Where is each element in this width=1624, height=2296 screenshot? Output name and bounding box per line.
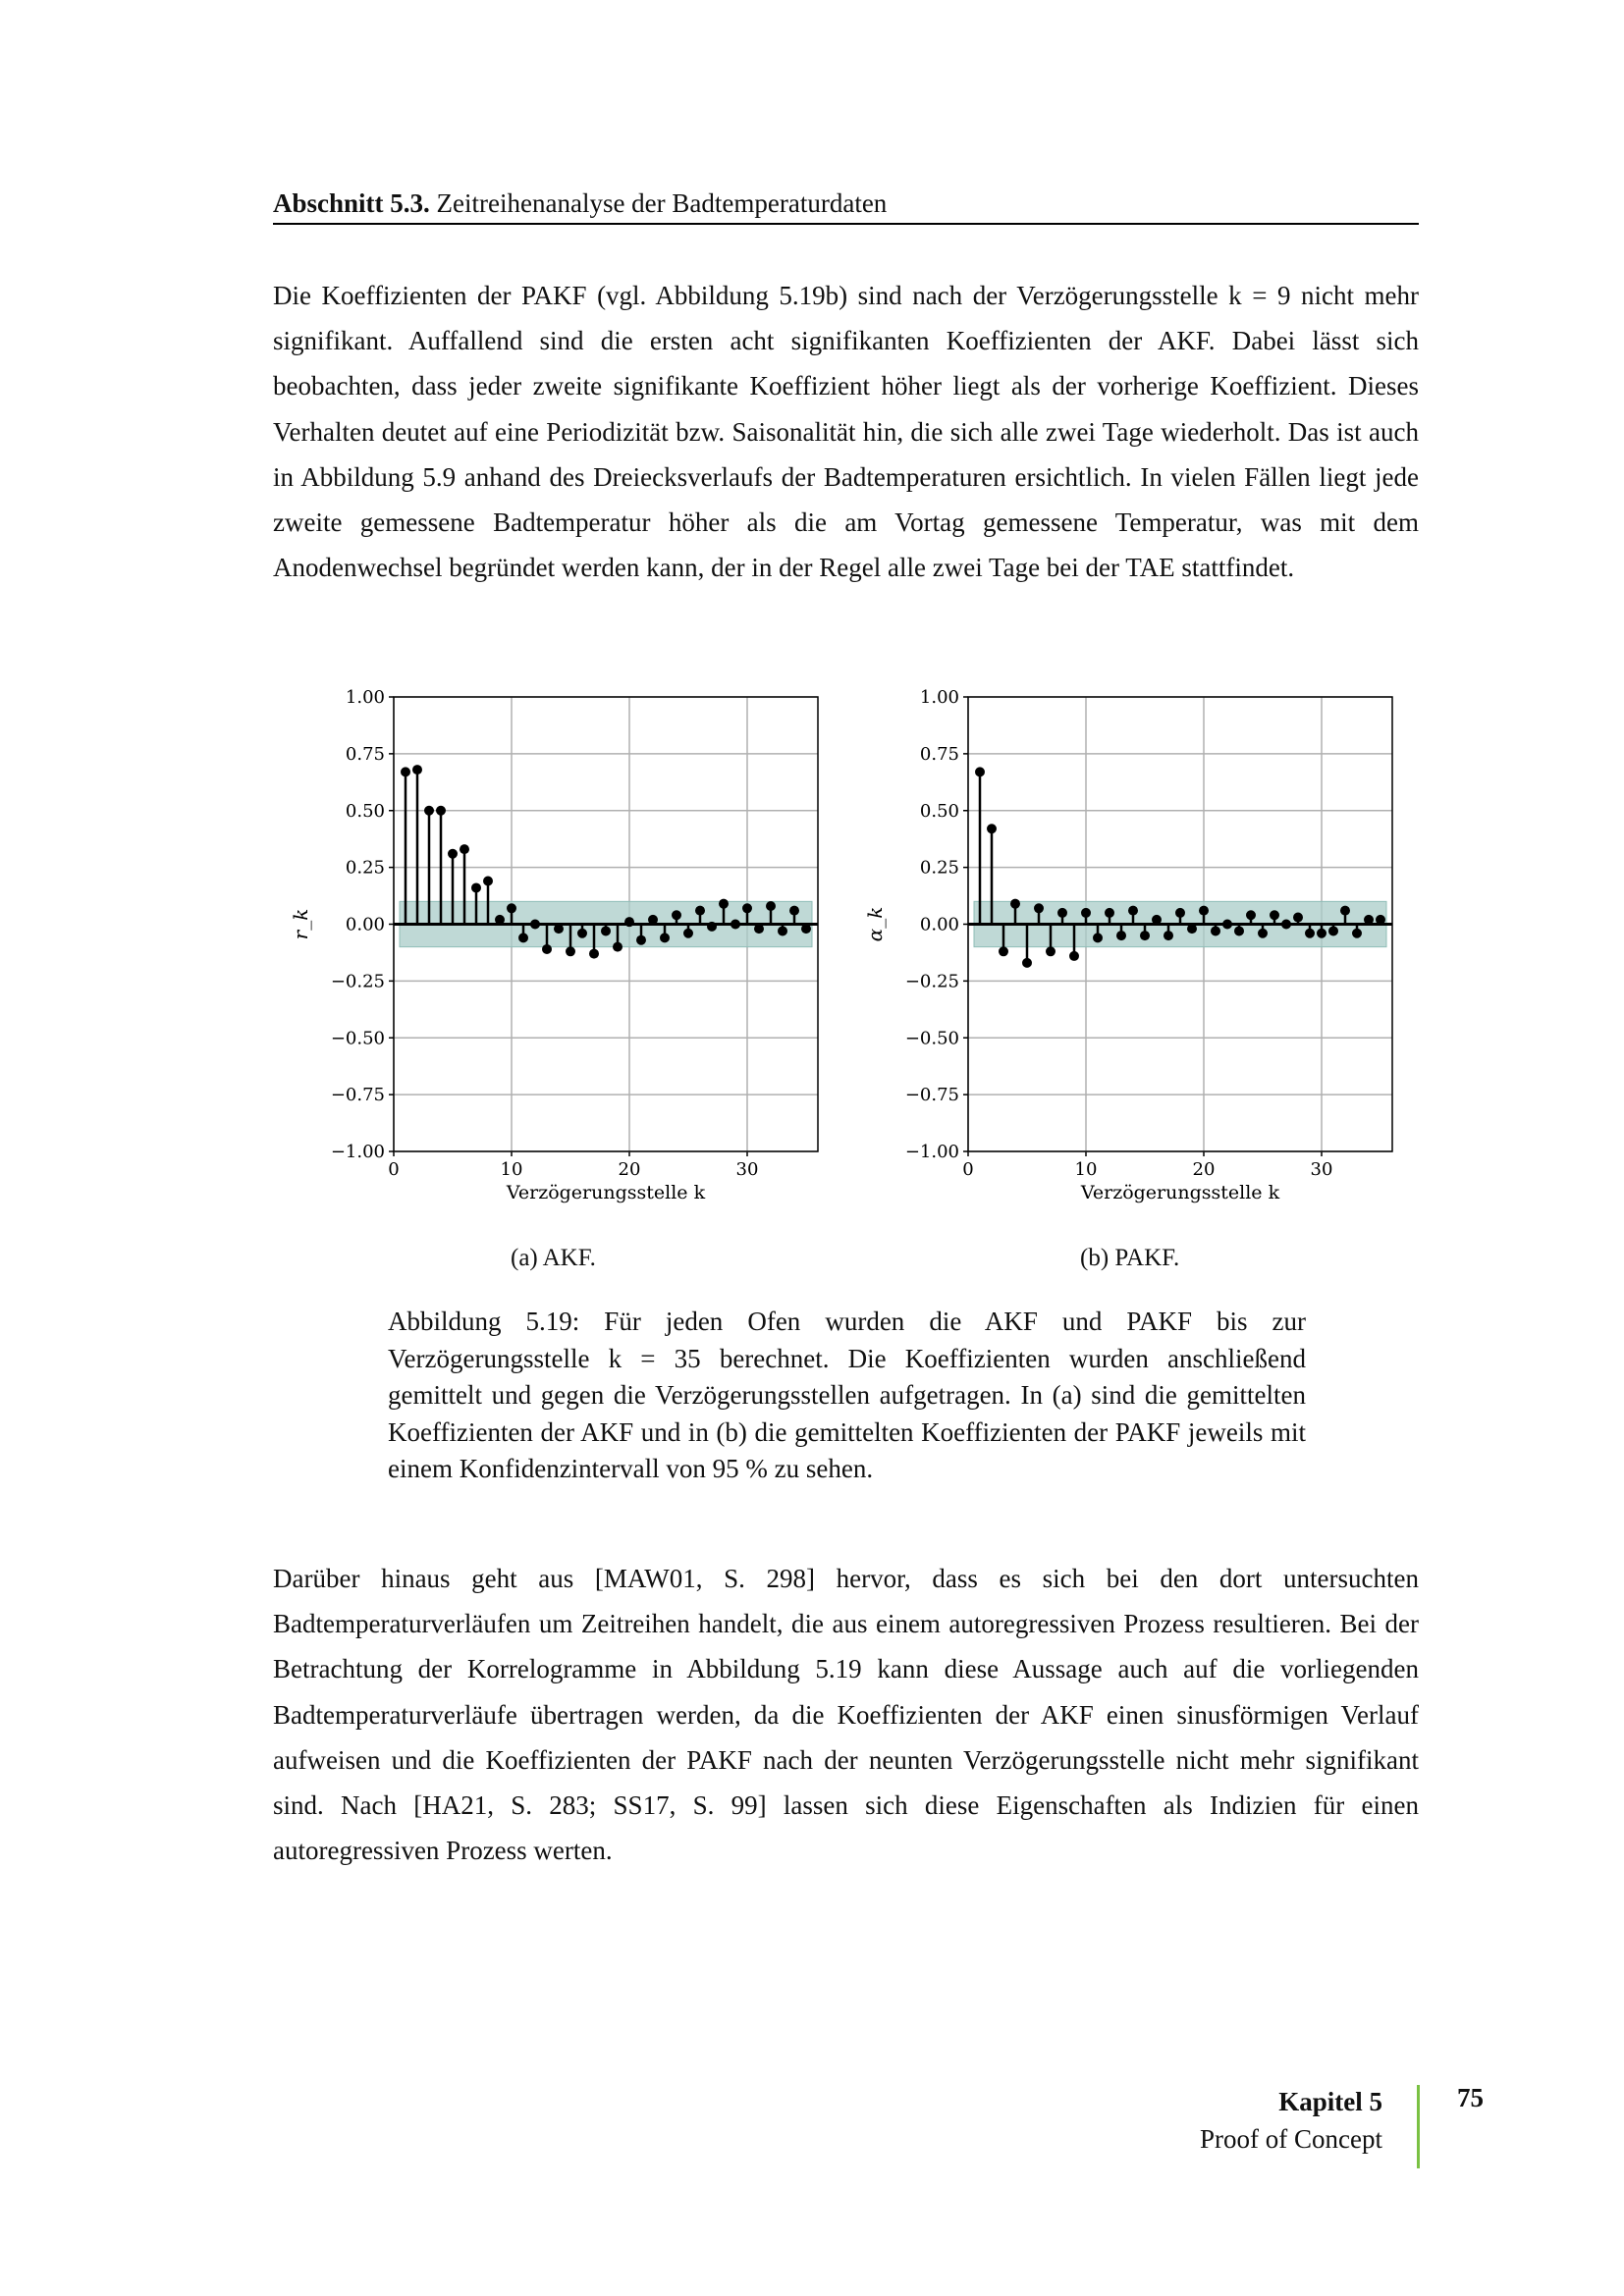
x-tick-label: 0 (388, 1159, 400, 1180)
stem-marker (754, 924, 764, 934)
pakf-chart (859, 677, 1409, 1227)
stem-marker (471, 882, 481, 892)
y-tick-label: 0.25 (919, 857, 959, 879)
y-tick-label: 1.00 (919, 687, 959, 708)
y-tick-label: 0.25 (345, 857, 385, 879)
stem-marker (731, 920, 740, 930)
x-tick-label: 10 (500, 1159, 523, 1180)
stem-marker (448, 849, 458, 859)
stem-marker (999, 946, 1008, 956)
stem-marker (742, 903, 752, 913)
stem-marker (1211, 926, 1220, 935)
stem-marker (589, 949, 599, 959)
stem-marker (1187, 924, 1197, 934)
page-number: 75 (1457, 2083, 1484, 2112)
x-axis-label: Verzögerungsstelle k (506, 1182, 706, 1203)
stem-marker (507, 903, 516, 913)
stem-marker (1281, 920, 1291, 930)
stem-marker (1010, 899, 1020, 909)
stem-marker (1364, 915, 1374, 925)
x-tick-label: 30 (735, 1159, 759, 1180)
stem-marker (566, 946, 575, 956)
stem-marker (1057, 908, 1067, 918)
x-axis-label: Verzögerungsstelle k (1080, 1182, 1280, 1203)
stem-marker (707, 922, 717, 932)
stem-marker (1081, 908, 1091, 918)
stem-marker (495, 915, 505, 925)
paragraph-1: Die Koeffizienten der PAKF (vgl. Abbildung 5.19b) sind nach der Verzögerungsstelle k = 9 nicht mehr signifikant. Auffallend sind die ersten acht signifikanten Koeffizienten der AKF. Dabei lässt sich beobachten, dass jeder zweite signifikante Koeffizient höher liegt als der vorherige Koeffizient. Dieses Verhalten deutet auf eine Periodizität bzw. Saisonalität hin, die sich alle zwei Tage wiederholt. Das ist auch in Abbildung 5.9 anhand des Dreiecksverlaufs der Badtemperaturen ersichtlich. In vielen Fällen liegt jede zweite gemessene Badtemperatur höher als die am Vortag gemessene Temperatur, was mit dem Anodenwechsel begründet werden kann, der in der Regel alle zwei Tage bei der TAE stattfindet. (273, 281, 1419, 583)
y-tick-label: 0.75 (345, 743, 385, 765)
stem-marker (1352, 929, 1362, 938)
stem-marker (1128, 906, 1138, 916)
stem-marker (577, 929, 587, 938)
running-header (273, 188, 1419, 225)
stem-marker (1140, 931, 1150, 940)
y-tick-label: 1.00 (345, 687, 385, 708)
stem-marker (1293, 913, 1303, 923)
stem-marker (636, 935, 646, 945)
stem-marker (542, 944, 552, 954)
x-tick-label: 20 (618, 1159, 641, 1180)
stem-marker (1046, 946, 1056, 956)
figure-caption: Abbildung 5.19: Für jeden Ofen wurden die AKF und PAKF bis zur Verzögerungsstelle k = 35 berechnet. Die Koeffizienten wurden anschließend gemittelt und gegen die Verzögerungsstellen aufgetragen. In (a) sind die gemittelten Koeffizienten der AKF und in (b) die gemittelten Koeffizienten der PAKF jeweils mit einem Konfidenzintervall von 95 % zu sehen. (388, 1307, 1306, 1483)
y-axis-label: α_k (863, 906, 887, 942)
stem-marker (1105, 908, 1114, 918)
footer-chapter (1200, 2083, 1382, 2158)
x-tick-label: 0 (962, 1159, 974, 1180)
y-tick-label: 0.75 (919, 743, 959, 765)
stem-marker (401, 767, 410, 776)
y-tick-label: −0.50 (330, 1028, 385, 1049)
y-tick-label: −0.25 (330, 971, 385, 992)
stem-marker (1164, 931, 1173, 940)
stem-marker (483, 877, 493, 886)
stem-marker (648, 915, 658, 925)
y-tick-label: 0.50 (919, 800, 959, 822)
chapter-title: Proof of Concept (1200, 2124, 1382, 2154)
akf-chart (285, 677, 835, 1227)
stem-marker (1317, 929, 1326, 938)
stem-marker (695, 906, 705, 916)
stem-marker (424, 806, 434, 816)
y-tick-label: −1.00 (904, 1142, 959, 1162)
stem-marker (1022, 958, 1032, 968)
stem-marker (1034, 903, 1044, 913)
stem-marker (554, 924, 564, 934)
x-tick-label: 20 (1192, 1159, 1216, 1180)
stem-marker (1152, 915, 1162, 925)
y-tick-label: −0.75 (904, 1085, 959, 1106)
stem-marker (660, 933, 670, 942)
stem-marker (1199, 906, 1209, 916)
y-tick-label: 0.00 (919, 914, 959, 935)
subcaption-a: (a) AKF. (511, 1245, 596, 1271)
x-tick-label: 10 (1074, 1159, 1098, 1180)
stem-marker (412, 765, 422, 774)
subcaption-b: (b) PAKF. (1080, 1245, 1180, 1271)
y-tick-label: −0.75 (330, 1085, 385, 1106)
stem-marker (789, 906, 799, 916)
y-tick-label: −0.50 (904, 1028, 959, 1049)
section-number: Abschnitt 5.3. (273, 188, 430, 218)
stem-marker (1069, 951, 1079, 961)
y-axis-label: r_k (289, 908, 312, 940)
stem-marker (987, 824, 997, 833)
stem-marker (518, 933, 528, 942)
chapter-label: Kapitel 5 (1278, 2087, 1382, 2116)
stem-marker (1376, 915, 1385, 925)
stem-marker (1246, 910, 1256, 920)
stem-marker (1258, 929, 1268, 938)
stem-marker (1270, 910, 1279, 920)
stem-marker (975, 767, 985, 776)
stem-marker (1328, 926, 1338, 935)
stem-marker (1175, 908, 1185, 918)
section-title: Zeitreihenanalyse der Badtemperaturdaten (436, 188, 888, 218)
stem-marker (624, 917, 634, 927)
y-tick-label: 0.00 (345, 914, 385, 935)
stem-marker (683, 929, 693, 938)
stem-marker (1305, 929, 1315, 938)
stem-marker (1093, 933, 1103, 942)
y-tick-label: 0.50 (345, 800, 385, 822)
stem-marker (613, 942, 623, 952)
stem-marker (1234, 926, 1244, 935)
y-tick-label: −1.00 (330, 1142, 385, 1162)
stem-marker (672, 910, 681, 920)
x-tick-label: 30 (1310, 1159, 1333, 1180)
y-tick-label: −0.25 (904, 971, 959, 992)
stem-marker (1116, 931, 1126, 940)
stem-marker (1222, 920, 1232, 930)
footer-accent-bar (1417, 2085, 1420, 2168)
stem-marker (766, 901, 776, 911)
stem-marker (1340, 906, 1350, 916)
stem-marker (601, 926, 611, 935)
stem-marker (801, 924, 811, 934)
stem-marker (460, 844, 469, 854)
stem-marker (530, 920, 540, 930)
stem-marker (778, 926, 787, 935)
paragraph-2: Darüber hinaus geht aus [MAW01, S. 298] hervor, dass es sich bei den dort untersuchten Badtemperaturverläufen um Zeitreihen handelt, die aus einem autoregressiven Prozess resultieren. Bei der Betrachtung der Korrelogramme in Abbildung 5.19 kann diese Aussage auch auf die vorliegenden Badtemperaturverläufe übertragen werden, da die Koeffizienten der AKF einen sinusförmigen Verlauf aufweisen und die Koeffizienten der PAKF nach der neunten Verzögerungsstelle nicht mehr signifikant sind. Nach [HA21, S. 283; SS17, S. 99] lassen sich diese Eigenschaften als Indizien für einen autoregressiven Prozess werten. (273, 1564, 1419, 1866)
stem-marker (436, 806, 446, 816)
stem-marker (719, 899, 729, 909)
